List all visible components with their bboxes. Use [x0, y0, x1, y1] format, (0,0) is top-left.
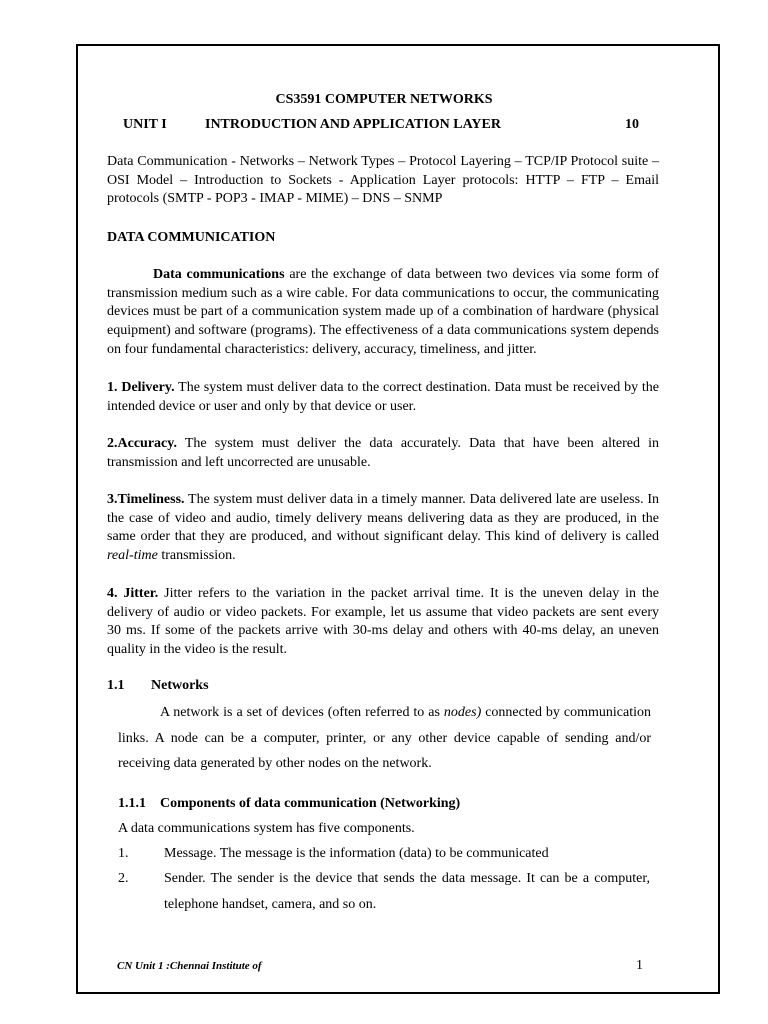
characteristic-text: The system must deliver data to the correct destination. Data must be received by the intended device or user and only by that device or user.	[107, 380, 659, 414]
characteristic-label: 3.Timeliness.	[107, 492, 185, 507]
page-number: 1	[636, 958, 643, 973]
characteristic-text: Jitter refers to the variation in the packet arrival time. It is the uneven delay in the delivery of audio or video packets. For example, let us assume that video packets are sent every 30 ms. If some of the packets arrive with 30-ms delay and others with 40-ms delay, an uneven quality in the video is the result.	[107, 586, 660, 658]
networks-italic: nodes)	[443, 705, 482, 720]
list-item-number: 2.	[118, 871, 129, 886]
characteristic-timeliness	[107, 491, 659, 566]
list-item-text: Sender. The sender is the device that sends the data message. It can be a computer, telephone handset, camera, and so on.	[164, 871, 650, 912]
intro-bold-term: Data communications	[153, 267, 285, 282]
characteristic-accuracy	[107, 435, 659, 472]
characteristic-text: The system must deliver the data accurately. Data that have been altered in transmission and left uncorrected are unusable.	[107, 436, 659, 470]
networks-text-b: connected by communication links. A node can be a computer, printer, or any other device capable of sending and/or receiving data generated by other nodes on the network.	[118, 705, 651, 771]
list-item-number: 1.	[118, 846, 129, 861]
characteristic-delivery	[107, 379, 659, 416]
characteristic-label: 4. Jitter.	[107, 586, 159, 601]
unit-hours: 10	[625, 117, 639, 132]
footer-institute: CN Unit 1 :Chennai Institute of	[117, 960, 262, 972]
networks-text-a: A network is a set of devices (often referred to as	[160, 705, 444, 720]
syllabus-paragraph: Data Communication - Networks – Network Types – Protocol Layering – TCP/IP Protocol suite – OSI Model – Introduction to Sockets - Application Layer protocols: HTTP – FTP – Email protocols (SMTP - POP3 - IMAP - MIME) – DNS – SNMP	[107, 154, 659, 207]
components-number: 1.1.1	[118, 796, 146, 811]
intro-text: are the exchange of data between two devices via some form of transmission medium such as a wire cable. For data communications to occur, the communicating devices must be part of a communication system made up of a combination of hardware (physical equipment) and software (programs). The effectiveness of a data communications system depends on four fundamental characteristics: delivery, accuracy, timeliness, and jitter.	[107, 267, 659, 357]
characteristic-italic: real-time	[107, 548, 158, 564]
characteristic-label: 2.Accuracy.	[107, 436, 177, 451]
characteristic-jitter	[107, 585, 659, 660]
components-heading: Components of data communication (Networking)	[160, 796, 461, 811]
section-heading: DATA COMMUNICATION	[107, 230, 276, 245]
components-intro: A data communications system has five components.	[118, 821, 415, 836]
unit-label: UNIT I	[123, 117, 167, 132]
networks-heading: Networks	[151, 678, 209, 693]
characteristic-tail: transmission.	[157, 548, 236, 564]
course-title: CS3591 COMPUTER NETWORKS	[275, 92, 493, 107]
list-item-text: Message. The message is the information (data) to be communicated	[164, 846, 549, 861]
unit-title: INTRODUCTION AND APPLICATION LAYER	[205, 117, 501, 132]
networks-paragraph	[118, 700, 651, 777]
characteristic-text: The system must deliver data in a timely manner. Data delivered late are useless. In the case of video and audio, timely delivery means delivering data as they are produced, in the same order that they are produced, and without significant delay. This kind of delivery is called	[107, 492, 659, 545]
intro-paragraph	[107, 266, 659, 360]
characteristic-label: 1. Delivery.	[107, 380, 175, 395]
networks-number: 1.1	[107, 678, 125, 693]
